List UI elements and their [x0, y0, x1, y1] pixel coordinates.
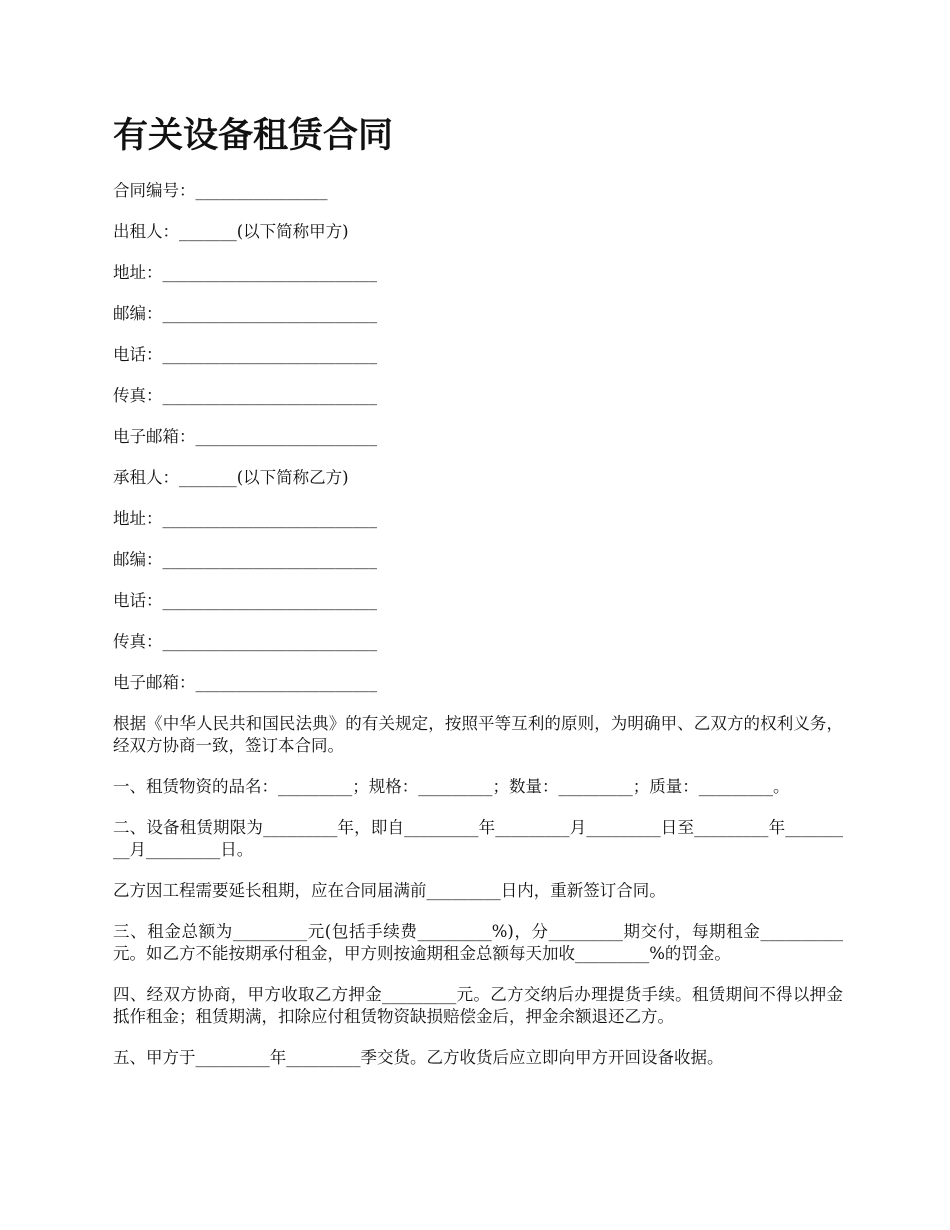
clause-5-paragraph: 五、甲方于_________年_________季交货。乙方收货后应立即向甲方开回设备收据。 — [113, 1048, 724, 1067]
lessor-email-line: 电子邮箱：______________________ — [113, 427, 377, 446]
party-info-section — [113, 180, 843, 694]
lessor-phone-line: 电话：__________________________ — [113, 345, 377, 364]
lessee-postcode-line: 邮编：__________________________ — [113, 550, 377, 569]
lessee-email-line: 电子邮箱：______________________ — [113, 673, 377, 692]
clause-4-paragraph: 四、经双方协商，甲方收取乙方押金_________元。乙方交纳后办理提货手续。租赁期间不得以押金抵作租金；租赁期满，扣除应付租赁物资缺损赔偿金后，押金余额退还乙方。 — [113, 985, 843, 1026]
document-page — [113, 112, 843, 1088]
contract-body — [113, 713, 843, 1069]
clause-3-paragraph: 三、租金总额为_________元(包括手续费_________%)，分_________期交付，每期租金__________元。如乙方不能按期承付租金，甲方则按逾期租金总额每天加收_________%的罚金。 — [113, 922, 843, 963]
document-title: 有关设备租赁合同 — [113, 116, 394, 156]
lessee-line: 承租人：_______(以下简称乙方) — [113, 468, 349, 487]
lessor-fax-line: 传真：__________________________ — [113, 386, 377, 405]
lessee-phone-line: 电话：__________________________ — [113, 591, 377, 610]
clause-2-paragraph: 二、设备租赁期限为_________年，即自_________年_________月_________日至_________年_________月_________日。 — [113, 818, 843, 859]
preamble-paragraph: 根据《中华人民共和国民法典》的有关规定，按照平等互利的原则，为明确甲、乙双方的权利义务，经双方协商一致，签订本合同。 — [113, 714, 843, 755]
lessor-line: 出租人：_______(以下简称甲方) — [113, 222, 349, 241]
lessor-address-line: 地址：__________________________ — [113, 263, 377, 282]
lessee-fax-line: 传真：__________________________ — [113, 632, 377, 651]
clause-1-paragraph: 一、租赁物资的品名：_________；规格：_________；数量：_________；质量：_________。 — [113, 777, 790, 796]
extension-paragraph: 乙方因工程需要延长租期，应在合同届满前_________日内，重新签订合同。 — [113, 881, 666, 900]
lessee-address-line: 地址：__________________________ — [113, 509, 377, 528]
lessor-postcode-line: 邮编：__________________________ — [113, 304, 377, 323]
contract-number-line: 合同编号：________________ — [113, 181, 328, 200]
